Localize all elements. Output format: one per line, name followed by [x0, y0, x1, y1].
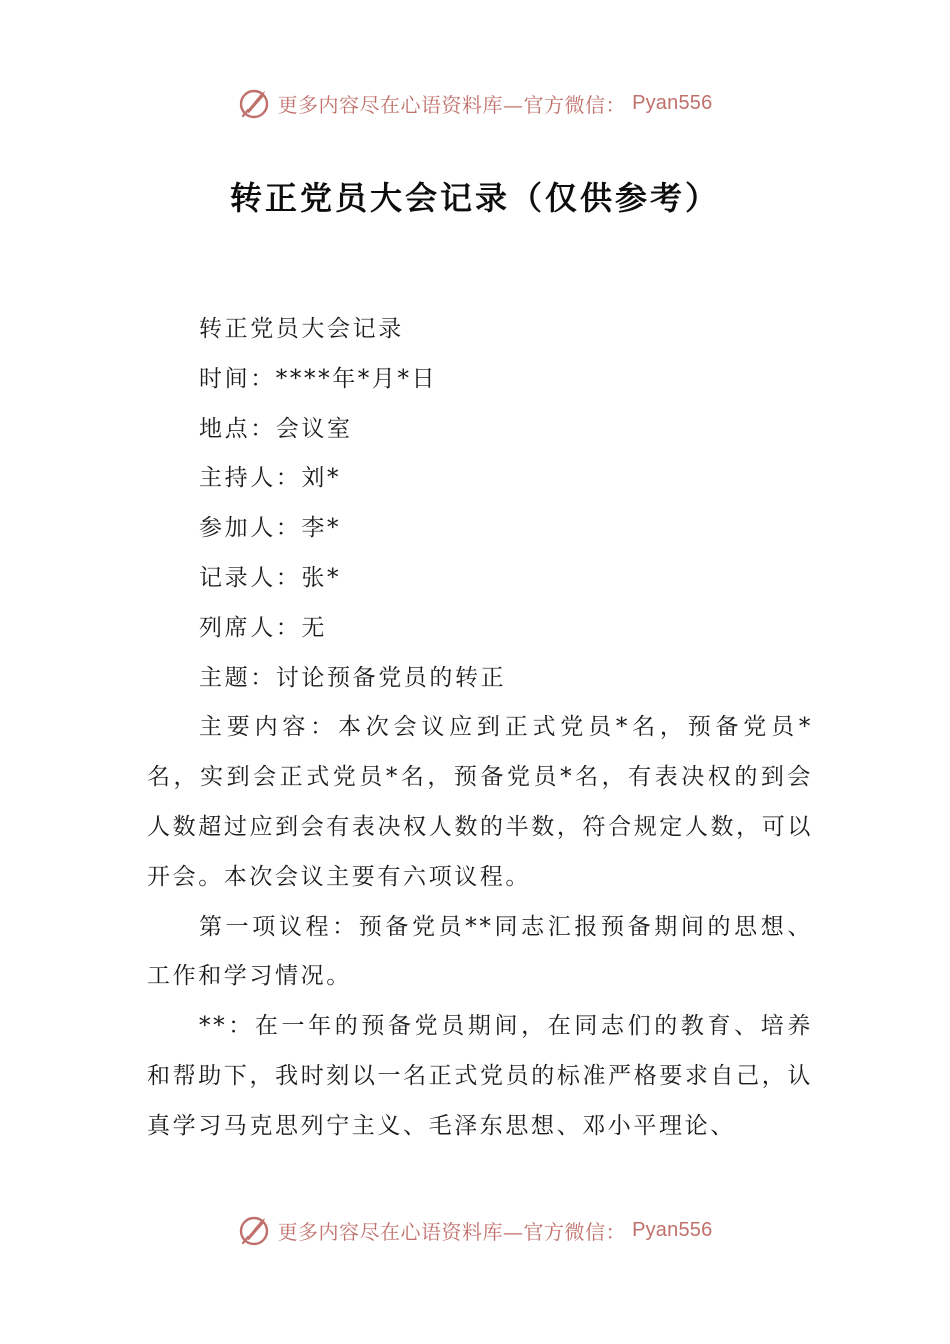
paragraph: 列席人：无 [199, 614, 327, 641]
paragraph: 主持人：刘* [199, 465, 342, 492]
banner-text: 更多内容尽在心语资料库—官方微信： [277, 92, 627, 117]
banner-wechat-id: Pyan556 [632, 91, 713, 114]
document-title: 转正党员大会记录（仅供参考） [229, 179, 720, 217]
pen-circle-logo-icon [238, 1213, 272, 1247]
paragraph: 主要内容：本次会议应到正式党员*名，预备党员*名，实到会正式党员*名，预备党员*名，有表决权的到会人数超过应到会有表决权人数的半数，符合规定人数，可以开会。本次会议主要有六项议程。 [147, 714, 813, 890]
banner-wechat-id: Pyan556 [632, 1218, 713, 1241]
paragraph: 主题：讨论预备党员的转正 [199, 664, 507, 691]
pen-circle-logo-icon [238, 86, 272, 120]
paragraph: 转正党员大会记录 [199, 316, 404, 342]
footer-banner [0, 1210, 950, 1250]
paragraph: 记录人：张* [199, 564, 342, 591]
paragraph: 地点：会议室 [199, 415, 353, 442]
paragraph: 参加人：李* [199, 515, 342, 542]
paragraph: **：在一年的预备党员期间，在同志们的教育、培养和帮助下，我时刻以一名正式党员的标准严格要求自己，认真学习马克思列宁主义、毛泽东思想、邓小平理论、 [147, 1013, 813, 1139]
header-banner [0, 83, 950, 123]
footer-banner-content [238, 1213, 713, 1247]
banner-text: 更多内容尽在心语资料库—官方微信： [277, 1219, 627, 1244]
header-banner-content [238, 86, 713, 120]
paragraph: 第一项议程：预备党员**同志汇报预备期间的思想、工作和学习情况。 [147, 913, 813, 990]
document-body [147, 305, 813, 1152]
paragraph: 时间：****年*月*日 [199, 365, 438, 392]
